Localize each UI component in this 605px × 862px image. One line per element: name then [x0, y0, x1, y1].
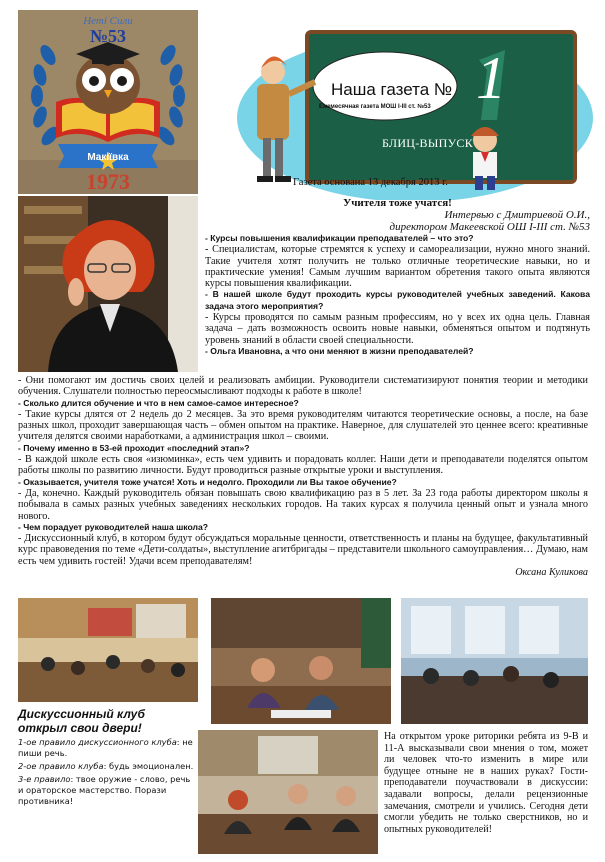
club-rule [18, 761, 196, 772]
club-rule [18, 774, 196, 807]
club-rule-text: : будь эмоционален. [103, 761, 194, 771]
club-heading-line-1: Дискуссионный клуб [18, 707, 145, 721]
director-portrait [18, 196, 198, 372]
interview-answer: - Да, конечно. Каждый руководитель обязан повышать свою квалификацию раз в 5 лет. За 23 года работы директором школы я побывала в самых разных учебных заведениях нескольких городов. На таких курсах я получила ценный опыт и узнала много нового. [18, 487, 588, 522]
logo-year: 1973 [86, 169, 130, 194]
club-rules [18, 737, 196, 809]
club-rule-label: 3-е правило [18, 774, 71, 784]
interview-question: - В нашей школе будут проходить курсы руководителей учебных заведений. Какова задача этого мероприятия? [205, 289, 590, 311]
newspaper-title: Наша газета № [331, 80, 453, 99]
interview-full-width [18, 375, 588, 578]
logo-school-number: №53 [89, 26, 127, 46]
interview-answer: - Дискуссионный клуб, в котором будут обсуждаться моральные ценности, ответственность и планы на будущее, факультативный курс правоведения по теме «Дети-солдаты», выступление агитбригады – представители школьного самоуправления… Думаю, нам есть чем удивить гостей! Удачи всем преподавателям! [18, 533, 588, 567]
byline-line-1: Интервью с Дмитриевой О.И., [444, 209, 590, 221]
club-rule-label: 1-ое правило дискуссионного клуба [18, 737, 177, 747]
interview-question: - Ольга Ивановна, а что они меняют в жизни преподавателей? [205, 345, 474, 356]
interview-question: - Чем порадует руководителей наша школа? [18, 521, 209, 532]
founded-date: Газета основана 13 декабря 2013 г. [293, 177, 448, 188]
classroom-photo-1 [18, 598, 198, 702]
club-heading [18, 707, 196, 735]
interview-question: - Курсы повышения квалификации преподавателей – что это? [205, 233, 474, 243]
interview-answer: - В каждой школе есть своя «изюминка», есть чем удивить и порадовать коллег. Наши дети и преподаватели поделятся опытом работы школы по развитию личности. Будут проводиться разные открытые уроки и выступления. [18, 454, 588, 477]
club-rule-text: : твое оружие - слово, речь и ораторское мастерство. Порази противника! [18, 774, 191, 806]
newspaper-masthead [235, 10, 595, 200]
interview-question: - Сколько длится обучение и что в нем самое-самое интересное? [18, 397, 299, 408]
interview-question: - Оказывается, учителя тоже учатся! Хоть и недолго. Проходили ли Вы такое обучение? [18, 476, 397, 487]
classroom-photo-4 [198, 730, 378, 854]
byline-line-2: директором Макеевской ОШ I-III ст. №53 [389, 221, 590, 233]
interview-answer: - Они помогают им достичь своих целей и реализовать амбиции. Руководители систематизируют понятия теории и методики обучения. Слушатели полностью переосмысливают подходы к работе в школе! [18, 375, 588, 398]
club-rule-label: 2-ое правило клуба [18, 761, 104, 771]
logo-city: Макіївка [87, 152, 129, 163]
issue-number: 1 [476, 45, 506, 111]
article-byline [205, 209, 590, 233]
article-signature: Оксана Куликова [515, 567, 588, 579]
interview-question: - Почему именно в 53-ей проходит «последний этап»? [18, 442, 250, 453]
school-logo [18, 10, 198, 194]
interview-answer: - Специалистам, которые стремятся к успеху и самореализации, нужно много знаний. Такие учителя хотят получить не только отличные теоретические навыки, но и практические умения! Самым лучшим вариантом обретения такого опыта являются курсы повышения квалификации. [205, 244, 590, 290]
portrait-photo [18, 196, 198, 372]
newspaper-subtitle: Ежемесячная газета МОШ I-III ст. №53 [319, 104, 431, 110]
club-rule [18, 737, 196, 759]
rhetoric-lesson-text: На открытом уроке риторики ребята из 9-В и 11-А высказывали свои мнения о том, может ли человек что-то изменить в мире или будущее отныне не в наших руках? Гости-преподаватели поучаствовали в дискуссии: задавали вопросы, делали рецензионные замечания, смотрели и учились. Сегодня дети смогли убедить не только сверстников, но и опытных руководителей! [384, 731, 588, 835]
logo-top-text: Неті Сили [83, 15, 133, 27]
interview-answer: - Такие курсы длятся от 2 недель до 2 месяцев. За это время руководителям читаются теоретические основы, а после, на базе разных школ, проходит завершающая часть – обмен опытом на практике. Наверное, для слушателей это ценнее всего: креативные учителя делятся своими наработками, а администрация школ – своими. [18, 408, 588, 443]
club-rule-text: : не пиши речь. [18, 737, 193, 758]
flash-issue-label: БЛИЦ-ВЫПУСК [382, 136, 473, 150]
interview-column [205, 233, 590, 357]
club-heading-line-2: открыл свои двери! [18, 721, 142, 735]
article-title: Учителя тоже учатся! [343, 197, 452, 209]
classroom-photo-3 [401, 598, 588, 724]
classroom-photo-2 [211, 598, 391, 724]
interview-answer: - Курсы проводятся по самым разным профессиям, но у всех их одна цель. Главная задача – дать возможность освоить новые навыки, обменяться опытом и подтянуть уровень знаний в области своей специальности. [205, 312, 590, 346]
owl-emblem [18, 10, 198, 194]
